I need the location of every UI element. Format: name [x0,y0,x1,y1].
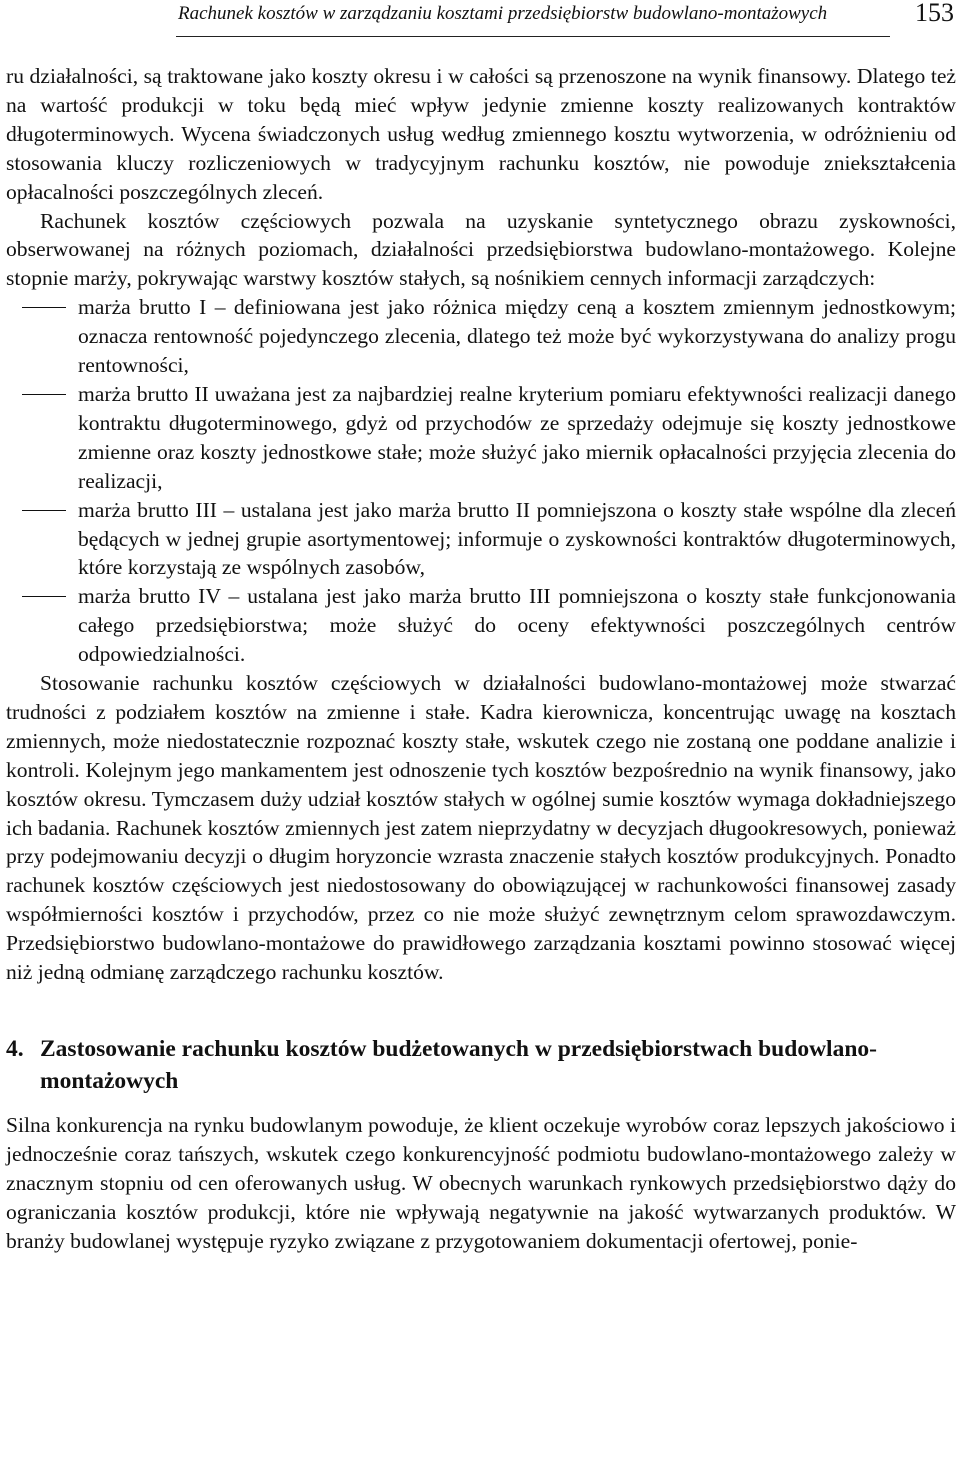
section-number: 4. [6,1036,24,1062]
dash-bullet [22,510,66,511]
section-heading [6,1033,956,1097]
list-item-gross-margin-4 [6,582,956,669]
running-title: Rachunek kosztów w zarządzaniu kosztami przedsiębiorstw budowlano-montażowych [178,3,828,24]
dash-bullet [22,394,66,395]
header-rule [176,36,890,37]
paragraph-limitations: Stosowanie rachunku kosztów częściowych w działalności budowlano-montażowej może stwarzać trudności z podziałem kosztów na zmienne i stałe. Kadra kierownicza, koncentrując uwagę na kosztach zmiennych, może niedostatecznie rozpoznać koszty stałe, wskutek czego nie zostaną one poddane analizie i kontroli. Kolejnym jego mankamentem jest odnoszenie tych kosztów bezpośrednio na wynik finansowy, jako kosztów okresu. Tymczasem duży udział kosztów stałych w ogólnej sumie kosztów wymaga dokładniejszego ich badania. Rachunek kosztów zmiennych jest zatem nieprzydatny w decyzjach długookresowych, ponieważ przy podejmowaniu decyzji o długim horyzoncie wzrasta znaczenie stałych kosztów produkcyjnych. Ponadto rachunek kosztów częściowych jest niedostosowany do obowiązującej w rachunkowości finansowej zasady współmierności kosztów i przychodów, przez co nie może służyć zewnętrznym celom sprawozdawczym. Przedsiębiorstwo budowlano-montażowe do prawidłowego zarządzania kosztami powinno stosować więcej niż jedną odmianę zarządczego rachunku kosztów. [6,671,956,985]
paragraph-partial-costing: Rachunek kosztów częściowych pozwala na uzyskanie syntetycznego obrazu zyskowności, obserwowanej na różnych poziomach, działalności przedsiębiorstwa budowlano-montażowego. Kolejne stopnie marży, pokrywając warstwy kosztów stałych, są nośnikiem cennych informacji zarządczych: [6,208,956,291]
section-title: Zastosowanie rachunku kosztów budżetowanych w przedsiębiorstwach budowlano-montażowych [40,1036,877,1094]
list-item-gross-margin-2 [6,380,956,496]
section-intro-paragraph: Silna konkurencja na rynku budowlanym powoduje, że klient oczekuje wyrobów coraz lepszych jakościowo i jednocześnie coraz tańszych, wskutek czego konkurencyjność podmiotu budowlano-montażowego zależy w znacznym stopniu od cen oferowanych usług. W obecnych warunkach rynkowych przedsiębiorstwo dąży do ograniczania kosztów produkcji, które nie wpływają negatywnie na jakość wytwarzanych produktów. W branży budowlanej występuje ryzyko związane z przygotowaniem dokumentacji ofertowej, ponie- [6,1113,956,1253]
margin-levels-list [6,293,956,669]
list-item-gross-margin-1 [6,293,956,380]
page-body [6,62,956,1256]
list-item-gross-margin-3 [6,496,956,583]
list-item-text: marża brutto II uważana jest za najbardziej realne kryterium pomiaru efektywności realizacji danego kontraktu długoterminowego, gdyż od przychodów ze sprzedaży odejmuje się koszty jednostkowe zmienne oraz koszty jednostkowe stałe; może służyć jako miernik opłacalności przyjęcia zlecenia do realizacji, [78,381,956,493]
paragraph-continued: ru działalności, są traktowane jako koszty okresu i w całości są przenoszone na wynik finansowy. Dlatego też na wartość produkcji w toku będą mieć wpływ jedynie zmienne koszty realizowanych kontraktów długoterminowych. Wycena świadczonych usług według zmiennego kosztu wytworzenia, w odróżnieniu od stosowania kluczy rozliczeniowych w tradycyjnym rachunku kosztów, nie powoduje zniekształcenia opłacalności poszczególnych zleceń. [6,64,956,204]
dash-bullet [22,307,66,308]
dash-bullet [22,596,66,597]
list-item-text: marża brutto III – ustalana jest jako marża brutto II pomniejszona o koszty stałe wspólne dla zleceń będących w jednej grupie asortymentowej; informuje o zyskowności kontraktów długoterminowych, które korzystają ze wspólnych zasobów, [78,497,956,580]
page-header [0,0,960,40]
list-item-text: marża brutto I – definiowana jest jako różnica między ceną a kosztem zmiennym jednostkowym; oznacza rentowność pojedynczego zlecenia, dlatego też może być wykorzystywana do analizy progu rentowności, [78,295,956,378]
list-item-text: marża brutto IV – ustalana jest jako marża brutto III pomniejszona o koszty stałe funkcjonowania całego przedsiębiorstwa; może służyć do oceny efektywności poszczególnych centrów odpowiedzialności. [78,584,956,667]
page-number: 153 [915,0,954,27]
